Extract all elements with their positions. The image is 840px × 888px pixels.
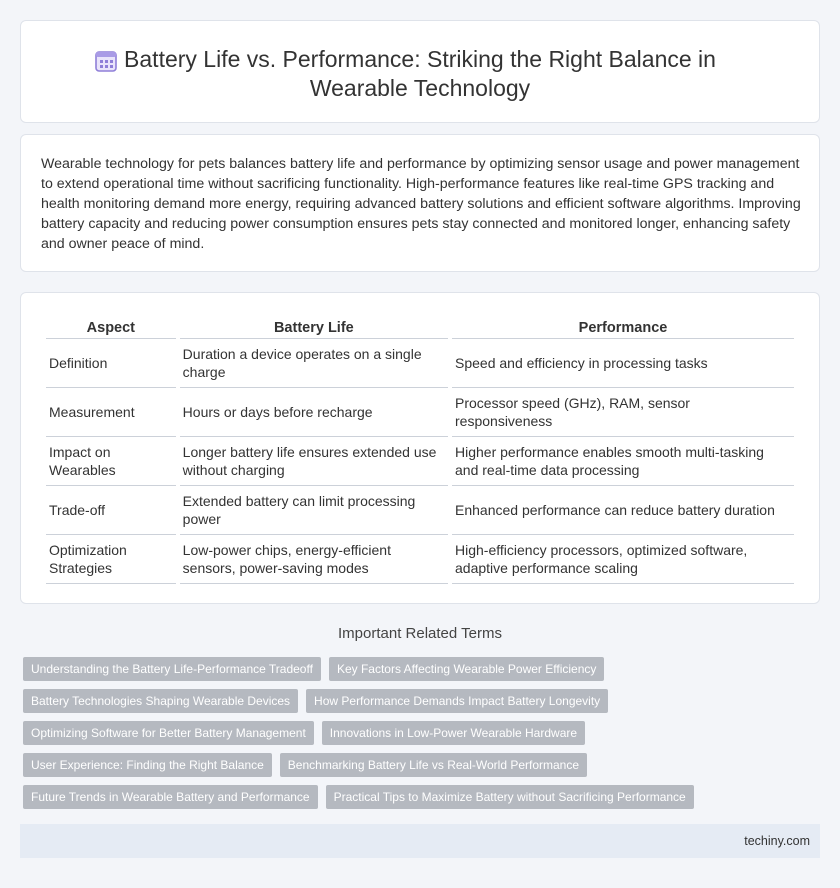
title-card xyxy=(20,20,820,123)
footer-site-link[interactable]: techiny.com xyxy=(744,834,810,848)
tag-row xyxy=(23,785,803,817)
tag-row xyxy=(23,753,803,785)
related-term-link[interactable]: Understanding the Battery Life-Performance Tradeoff xyxy=(23,657,321,681)
row-battery-life: Duration a device operates on a single charge xyxy=(180,339,448,388)
related-term-link[interactable]: Optimizing Software for Better Battery Management xyxy=(23,721,314,745)
footer-bar xyxy=(20,824,820,858)
row-performance: Enhanced performance can reduce battery duration xyxy=(452,486,794,535)
header-aspect: Aspect xyxy=(46,317,176,339)
row-performance: Processor speed (GHz), RAM, sensor responsiveness xyxy=(452,388,794,437)
related-term-link[interactable]: How Performance Demands Impact Battery Longevity xyxy=(306,689,608,713)
tag-row xyxy=(23,721,803,753)
table-row xyxy=(46,486,794,535)
row-aspect: Definition xyxy=(46,339,176,388)
tag-row xyxy=(23,689,803,721)
header-battery-life: Battery Life xyxy=(180,317,448,339)
row-aspect: Measurement xyxy=(46,388,176,437)
row-performance: High-efficiency processors, optimized software, adaptive performance scaling xyxy=(452,535,794,584)
row-aspect: Trade-off xyxy=(46,486,176,535)
row-performance: Speed and efficiency in processing tasks xyxy=(452,339,794,388)
page-title: Battery Life vs. Performance: Striking the Right Balance in Wearable Technology xyxy=(124,46,716,101)
tag-row xyxy=(23,657,803,689)
related-term-link[interactable]: Battery Technologies Shaping Wearable Devices xyxy=(23,689,298,713)
table-row xyxy=(46,339,794,388)
related-term-link[interactable]: Practical Tips to Maximize Battery without Sacrificing Performance xyxy=(326,785,694,809)
intro-card xyxy=(20,134,820,272)
comparison-table-card xyxy=(20,292,820,604)
row-aspect: Impact on Wearables xyxy=(46,437,176,486)
row-battery-life: Longer battery life ensures extended use without charging xyxy=(180,437,448,486)
related-term-link[interactable]: User Experience: Finding the Right Balance xyxy=(23,753,272,777)
table-header-row xyxy=(46,317,794,339)
row-battery-life: Low-power chips, energy-efficient sensors, power-saving modes xyxy=(180,535,448,584)
row-performance: Higher performance enables smooth multi-tasking and real-time data processing xyxy=(452,437,794,486)
intro-paragraph: Wearable technology for pets balances battery life and performance by optimizing sensor usage and power management to extend operational time without sacrificing functionality. High-performance features like real-time GPS tracking and health monitoring demand more energy, requiring advanced battery solutions and efficient software algorithms. Improving battery capacity and reducing power consumption ensures pets stay connected and monitored longer, enhancing safety and owner peace of mind. xyxy=(41,156,801,252)
related-terms-list xyxy=(23,657,803,817)
table-row xyxy=(46,388,794,437)
related-terms-title: Important Related Terms xyxy=(338,625,502,642)
table-row xyxy=(46,535,794,584)
header-performance: Performance xyxy=(452,317,794,339)
table-row xyxy=(46,437,794,486)
row-battery-life: Hours or days before recharge xyxy=(180,388,448,437)
comparison-table xyxy=(42,317,798,584)
related-term-link[interactable]: Benchmarking Battery Life vs Real-World Performance xyxy=(280,753,587,777)
related-term-link[interactable]: Future Trends in Wearable Battery and Performance xyxy=(23,785,318,809)
row-aspect: Optimization Strategies xyxy=(46,535,176,584)
related-term-link[interactable]: Key Factors Affecting Wearable Power Efficiency xyxy=(329,657,604,681)
related-term-link[interactable]: Innovations in Low-Power Wearable Hardware xyxy=(322,721,585,745)
row-battery-life: Extended battery can limit processing power xyxy=(180,486,448,535)
